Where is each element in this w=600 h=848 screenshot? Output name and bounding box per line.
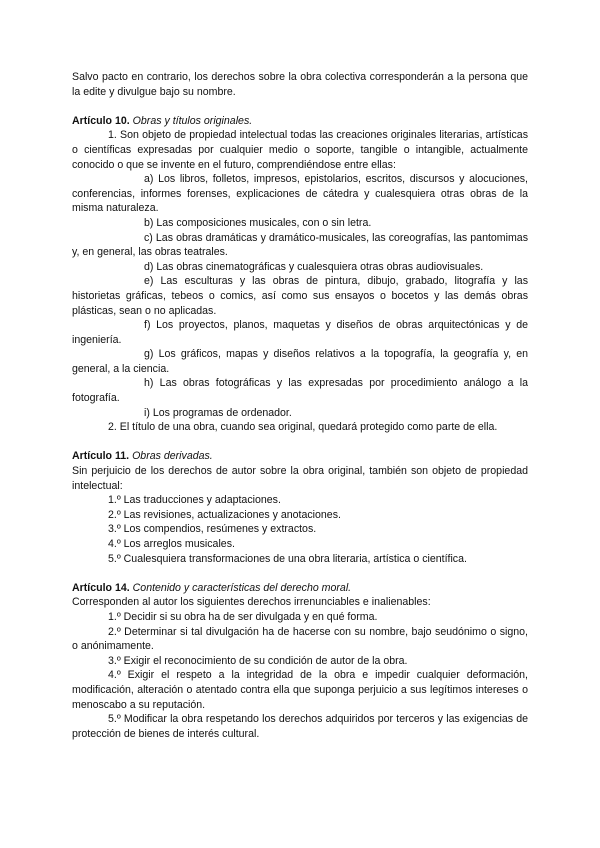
list-item: f) Los proyectos, planos, maquetas y diseños de obras arquitectónicas y de ingeniería. xyxy=(72,319,528,346)
list-item: a) Los libros, folletos, impresos, epistolarios, escritos, discursos y alocuciones, conferencias, informes forenses, explicaciones de cátedra y cualesquiera otras obras de la misma naturaleza. xyxy=(72,173,528,215)
article-11-heading xyxy=(72,449,528,464)
document-page xyxy=(72,70,528,741)
list-item: 1.º Decidir si su obra ha de ser divulgada y en qué forma. xyxy=(108,610,378,623)
list-item: b) Las composiciones musicales, con o sin letra. xyxy=(144,216,372,229)
article-10-heading xyxy=(72,114,528,129)
article-14-label: Artículo 14. xyxy=(72,581,130,594)
list-item: 3.º Los compendios, resúmenes y extractos. xyxy=(108,523,317,536)
list-item: e) Las esculturas y las obras de pintura, dibujo, grabado, litografía y las historietas gráficas, tebeos o comics, así como sus ensayos o bocetos y las demás obras plásticas, sean o no aplicadas. xyxy=(72,275,528,317)
article-14-paragraph-1: Corresponden al autor los siguientes derechos irrenunciables e inalienables: xyxy=(72,596,431,609)
article-14-title: Contenido y características del derecho moral. xyxy=(132,581,352,594)
list-item: 5.º Modificar la obra respetando los derechos adquiridos por terceros y las exigencias de protección de bienes de interés cultural. xyxy=(72,713,528,740)
list-item: 2.º Determinar si tal divulgación ha de hacerse con su nombre, bajo seudónimo o signo, o anónimamente. xyxy=(72,625,528,653)
article-14-heading xyxy=(72,581,528,596)
article-10-label: Artículo 10. xyxy=(72,114,130,127)
article-10-title: Obras y títulos originales. xyxy=(132,114,253,127)
list-item: h) Las obras fotográficas y las expresadas por procedimiento análogo a la fotografía. xyxy=(72,377,528,405)
list-item: 4.º Los arreglos musicales. xyxy=(108,538,235,550)
list-item: c) Las obras dramáticas y dramático-musicales, las coreografías, las pantomimas y, en general, las obras teatrales. xyxy=(72,231,528,259)
list-item: 2.º Las revisiones, actualizaciones y anotaciones. xyxy=(108,508,341,521)
article-10-paragraph-2: 2. El título de una obra, cuando sea original, quedará protegido como parte de ella. xyxy=(108,421,498,434)
list-item: d) Las obras cinematográficas y cualesquiera otras obras audiovisuales. xyxy=(144,260,484,273)
article-11-label: Artículo 11. xyxy=(72,450,130,463)
list-item: 1.º Las traducciones y adaptaciones. xyxy=(108,494,281,507)
list-item: 4.º Exigir el respeto a la integridad de la obra e impedir cualquier deformación, modificación, alteración o atentado contra ella que suponga perjuicio a sus legítimos intereses o menoscabo a su reputación. xyxy=(72,669,528,711)
article-11-title: Obras derivadas. xyxy=(132,450,213,463)
list-item: g) Los gráficos, mapas y diseños relativos a la topografía, la geografía y, en general, a la ciencia. xyxy=(72,348,528,375)
list-item: i) Los programas de ordenador. xyxy=(144,406,292,419)
article-11-paragraph-1: Sin perjuicio de los derechos de autor sobre la obra original, también son objeto de propiedad intelectual: xyxy=(72,465,528,492)
article-10-paragraph-1: 1. Son objeto de propiedad intelectual todas las creaciones originales literarias, artísticas o científicas expresadas por cualquier medio o soporte, tangible o intangible, actualmente conocido o que se invente en el futuro, comprendiéndose entre ellas: xyxy=(72,129,528,171)
list-item: 3.º Exigir el reconocimiento de su condición de autor de la obra. xyxy=(108,654,408,667)
list-item: 5.º Cualesquiera transformaciones de una obra literaria, artística o científica. xyxy=(108,552,467,565)
intro-paragraph: Salvo pacto en contrario, los derechos sobre la obra colectiva corresponderán a la persona que la edite y divulgue bajo su nombre. xyxy=(72,71,528,98)
